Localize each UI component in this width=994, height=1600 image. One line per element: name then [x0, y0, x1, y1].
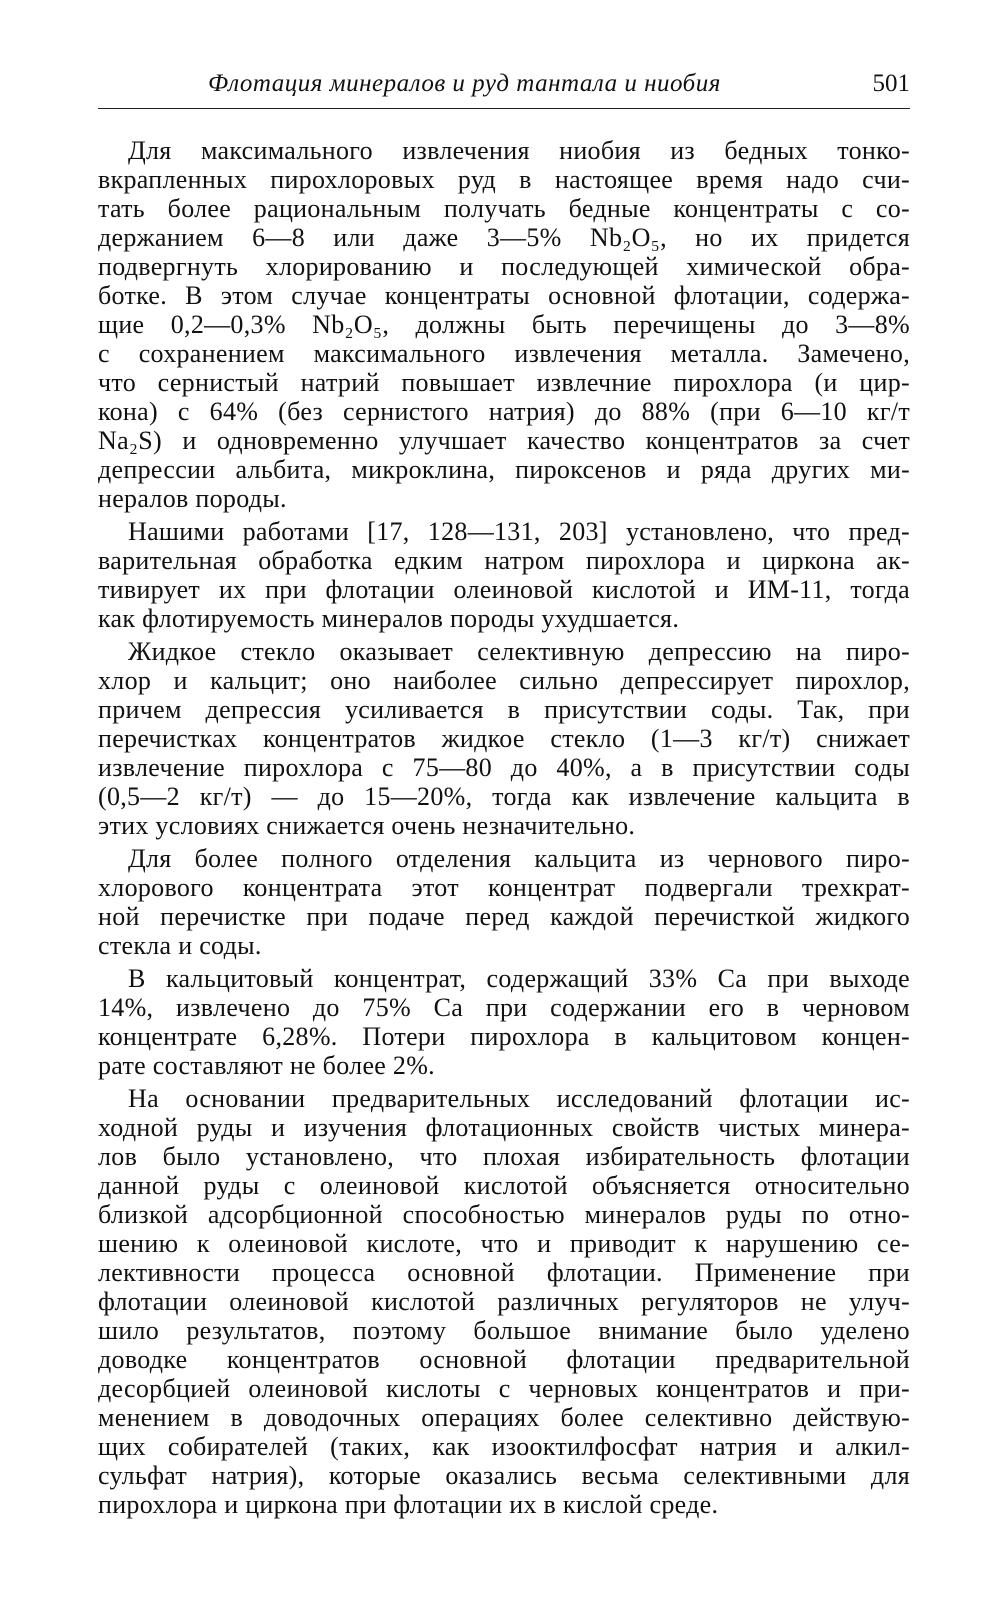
text-line: держанием 6—8 или даже 3—5% Nb₂O₅, но их придется	[98, 223, 910, 252]
text-line: с сохранением максимального извлечения металла. Замечено,	[98, 339, 910, 368]
text-line: шило результатов, поэтому большое внимание было уделено	[98, 1316, 910, 1345]
text-line: перечистках концентратов жидкое стекло (1—3 кг/т) снижает	[98, 724, 910, 753]
text-line: хлорового концентрата этот концентрат подвергали трехкрат-	[98, 873, 910, 902]
text-line: причем депрессия усиливается в присутствии соды. Так, при	[98, 695, 910, 724]
paragraph	[98, 844, 910, 960]
text-line: щие 0,2—0,3% Nb₂O₅, должны быть перечищены до 3—8%	[98, 310, 910, 339]
text-line: концентрате 6,28%. Потери пирохлора в кальцитовом концен-	[98, 1022, 910, 1051]
text-line: сульфат натрия), которые оказались весьма селективными для	[98, 1461, 910, 1490]
text-line: ходной руды и изучения флотационных свойств чистых минера-	[98, 1113, 910, 1142]
text-line: стекла и соды.	[98, 931, 262, 960]
text-line: подвергнуть хлорированию и последующей химической обра-	[98, 252, 910, 281]
text-line: как флотируемость минералов породы ухудшается.	[98, 604, 680, 633]
text-line: рате составляют не более 2%.	[98, 1051, 435, 1080]
text-line: тать более рациональным получать бедные концентраты с со-	[98, 194, 910, 223]
text-line: лов было установлено, что плохая избирательность флотации	[98, 1142, 910, 1171]
text-line: Жидкое стекло оказывает селективную депрессию на пиро-	[128, 637, 910, 666]
text-line: кона) с 64% (без сернистого натрия) до 88% (при 6—10 кг/т	[98, 397, 910, 426]
text-line: шению к олеиновой кислоте, что и приводит к нарушению се-	[98, 1229, 910, 1258]
paragraph	[98, 136, 910, 513]
text-line: лективности процесса основной флотации. Применение при	[98, 1258, 910, 1287]
text-line: вкрапленных пирохлоровых руд в настоящее время надо счи-	[98, 165, 910, 194]
text-line: 14%, извлечено до 75% Са при содержании его в черновом	[98, 993, 910, 1022]
text-line: флотации олеиновой кислотой различных регуляторов не улуч-	[98, 1287, 910, 1316]
text-line: тивирует их при флотации олеиновой кислотой и ИМ-11, тогда	[98, 575, 910, 604]
paragraph	[98, 517, 910, 633]
running-title: Флотация минералов и руд тантала и ниобия	[208, 70, 721, 97]
text-line: этих условиях снижается очень незначительно.	[98, 811, 636, 840]
text-line: Для максимального извлечения ниобия из бедных тонко-	[128, 136, 910, 165]
text-line: доводке концентратов основной флотации предварительной	[98, 1345, 910, 1374]
text-line: щих собирателей (таких, как изооктилфосфат натрия и алкил-	[98, 1432, 910, 1461]
text-line: депрессии альбита, микроклина, пироксенов и ряда других ми-	[98, 455, 910, 484]
text-line: варительная обработка едким натром пирохлора и циркона ак-	[98, 546, 910, 575]
body-text	[98, 136, 910, 1523]
text-line: менением в доводочных операциях более селективно действую-	[98, 1403, 910, 1432]
text-line: нералов породы.	[98, 484, 287, 513]
text-line: данной руды с олеиновой кислотой объясняется относительно	[98, 1171, 910, 1200]
text-line: Na₂S) и одновременно улучшает качество концентратов за счет	[98, 426, 910, 455]
text-line: что сернистый натрий повышает извлечние пирохлора (и цир-	[98, 368, 910, 397]
paragraph	[98, 1084, 910, 1519]
text-line: На основании предварительных исследований флотации ис-	[128, 1084, 910, 1113]
text-line: извлечение пирохлора с 75—80 до 40%, а в присутствии соды	[98, 753, 910, 782]
text-line: хлор и кальцит; оно наиболее сильно депрессирует пирохлор,	[98, 666, 910, 695]
text-line: близкой адсорбционной способностью минералов руды по отно-	[98, 1200, 910, 1229]
text-line: десорбцией олеиновой кислоты с черновых концентратов и при-	[98, 1374, 910, 1403]
text-line: пирохлора и циркона при флотации их в кислой среде.	[98, 1490, 719, 1519]
text-line: ботке. В этом случае концентраты основной флотации, содержа-	[98, 281, 910, 310]
text-line: В кальцитовый концентрат, содержащий 33% Са при выходе	[128, 964, 910, 993]
text-line: (0,5—2 кг/т) — до 15—20%, тогда как извлечение кальцита в	[98, 782, 910, 811]
paragraph	[98, 637, 910, 840]
page-header	[98, 68, 910, 109]
text-line: Нашими работами [17, 128—131, 203] установлено, что пред-	[128, 517, 910, 546]
page-number: 501	[872, 70, 910, 97]
text-line: ной перечистке при подаче перед каждой перечисткой жидкого	[98, 902, 910, 931]
text-line: Для более полного отделения кальцита из чернового пиро-	[128, 844, 910, 873]
paragraph	[98, 964, 910, 1080]
